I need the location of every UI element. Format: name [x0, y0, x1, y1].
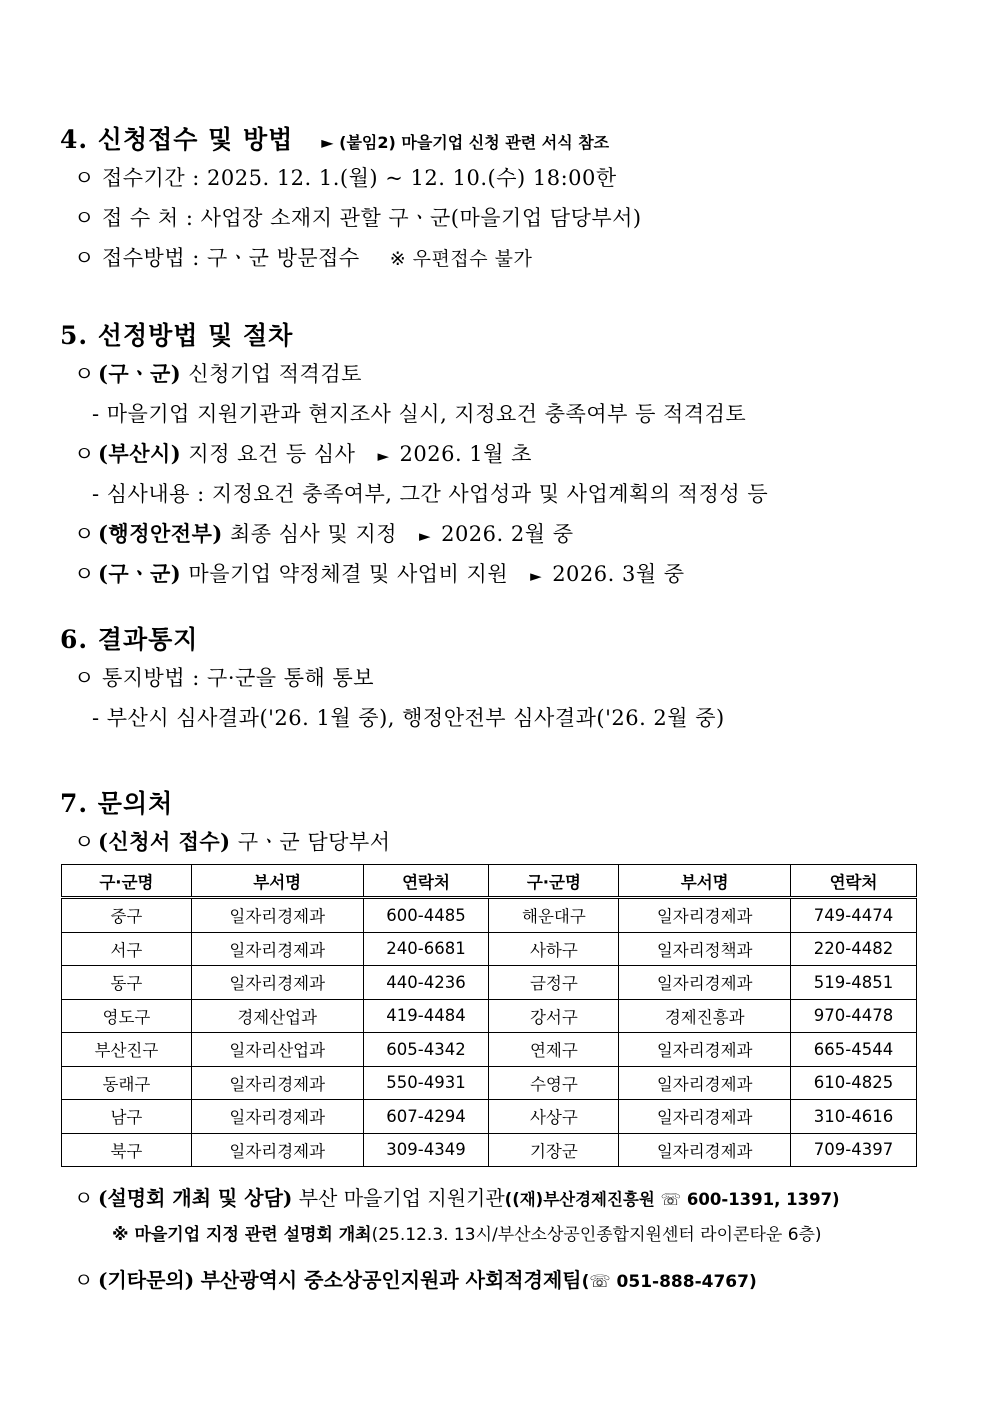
table-cell: 일자리산업과 [191, 1033, 363, 1067]
arrow-icon: ► [377, 447, 390, 465]
table-cell: 709-4397 [791, 1133, 917, 1167]
arrow-icon: ► [530, 567, 543, 585]
table-cell: 일자리경제과 [191, 966, 363, 1000]
table-cell: 일자리경제과 [191, 1100, 363, 1134]
table-cell: 일자리경제과 [619, 898, 791, 933]
step-1-detail: - 마을기업 지원기관과 현지조사 실시, 지정요건 충족여부 등 적격검토 [92, 402, 747, 426]
step-1-text: 신청기업 적격검토 [188, 362, 362, 386]
step-2-label: (부산시) [98, 441, 182, 466]
table-cell: 일자리경제과 [191, 1066, 363, 1100]
table-row [62, 1033, 917, 1067]
table-cell: 605-4342 [363, 1033, 489, 1067]
table-cell: 240-6681 [363, 932, 489, 966]
table-row [62, 999, 917, 1033]
section-5-title: 5. 선정방법 및 절차 [60, 321, 294, 350]
table-cell: 607-4294 [363, 1100, 489, 1134]
receipt-place: ㅇ 접 수 처 : 사업장 소재지 관할 구ㆍ군(마을기업 담당부서) [74, 206, 642, 230]
table-cell: 440-4236 [363, 966, 489, 1000]
table-cell: 665-4544 [791, 1033, 917, 1067]
table-cell: 북구 [62, 1133, 192, 1167]
section-4-heading [60, 120, 609, 156]
table-row [62, 1133, 917, 1167]
step-4: ㅇ (구ㆍ군) 마을기업 약정체결 및 사업비 지원 ► 2026. 3월 중 [74, 561, 685, 586]
receipt-method-text: ㅇ 접수방법 : 구ㆍ군 방문접수 [74, 246, 360, 270]
section-6-title: 6. 결과통지 [60, 625, 199, 654]
receipt-method-note: ※ 우편접수 불가 [389, 248, 533, 270]
table-cell: 970-4478 [791, 999, 917, 1033]
table-cell: 일자리경제과 [619, 1100, 791, 1134]
header-department: 부서명 [619, 865, 791, 898]
step-3-when: 2026. 2월 중 [441, 522, 574, 546]
contact-application: ㅇ (신청서 접수) 구ㆍ군 담당부서 [74, 829, 391, 854]
section-4-title: 4. 신청접수 및 방법 [60, 125, 294, 154]
contact-briefing-text: 부산 마을기업 지원기관 [298, 1186, 505, 1210]
header-department: 부서명 [191, 865, 363, 898]
table-cell: 610-4825 [791, 1066, 917, 1100]
table-row [62, 898, 917, 933]
table-cell: 310-4616 [791, 1100, 917, 1134]
table-cell: 일자리경제과 [619, 1033, 791, 1067]
step-2-text: 지정 요건 등 심사 [188, 442, 356, 466]
table-cell: 사하구 [489, 932, 619, 966]
contact-other: ㅇ (기타문의) 부산광역시 중소상공인지원과 사회적경제팀(☏ 051-888-4767) [74, 1268, 757, 1292]
step-2-detail: - 심사내용 : 지정요건 충족여부, 그간 사업성과 및 사업계획의 적정성 등 [92, 482, 769, 506]
table-header-row [62, 865, 917, 898]
table-cell: 일자리경제과 [619, 1066, 791, 1100]
table-cell: 일자리경제과 [619, 966, 791, 1000]
table-cell: 일자리경제과 [191, 932, 363, 966]
table-cell: 남구 [62, 1100, 192, 1134]
contact-briefing-org: ((재)부산경제진흥원 ☏ 600-1391, 1397) [504, 1190, 840, 1209]
table-cell: 중구 [62, 898, 192, 933]
briefing-notice [112, 1220, 822, 1245]
table-cell: 서구 [62, 932, 192, 966]
table-cell: 수영구 [489, 1066, 619, 1100]
table-cell: 일자리경제과 [191, 898, 363, 933]
table-row [62, 1100, 917, 1134]
table-cell: 동구 [62, 966, 192, 1000]
step-2: ㅇ (부산시) 지정 요건 등 심사 ► 2026. 1월 초 [74, 441, 532, 466]
table-cell: 경제진흥과 [619, 999, 791, 1033]
contact-briefing: ㅇ (설명회 개최 및 상담) 부산 마을기업 지원기관((재)부산경제진흥원 ☏ 600-1391, 1397) [74, 1186, 840, 1210]
table-cell: 일자리경제과 [191, 1133, 363, 1167]
receipt-method [74, 242, 532, 272]
step-2-when: 2026. 1월 초 [399, 442, 532, 466]
step-3-label: (행정안전부) [98, 521, 223, 546]
table-row [62, 1066, 917, 1100]
table-cell: 309-4349 [363, 1133, 489, 1167]
header-district: 구·군명 [489, 865, 619, 898]
table-cell: 사상구 [489, 1100, 619, 1134]
table-cell: 연제구 [489, 1033, 619, 1067]
table-cell: 일자리정책과 [619, 932, 791, 966]
contact-application-text: 구ㆍ군 담당부서 [237, 830, 391, 854]
step-4-when: 2026. 3월 중 [552, 562, 685, 586]
notice-detail: - 부산시 심사결과('26. 1월 중), 행정안전부 심사결과('26. 2월 중) [92, 706, 725, 730]
receipt-period: ㅇ 접수기간 : 2025. 12. 1.(월) ~ 12. 10.(수) 18:00한 [74, 166, 617, 190]
table-cell: 해운대구 [489, 898, 619, 933]
table-cell: 419-4484 [363, 999, 489, 1033]
table-cell: 749-4474 [791, 898, 917, 933]
step-4-label: (구ㆍ군) [98, 561, 182, 586]
step-4-text: 마을기업 약정체결 및 사업비 지원 [188, 562, 509, 586]
step-1-label: (구ㆍ군) [98, 361, 182, 386]
briefing-label: ※ 마을기업 지정 관련 설명회 개최 [112, 1225, 372, 1245]
header-phone: 연락처 [363, 865, 489, 898]
table-cell: 경제산업과 [191, 999, 363, 1033]
table-row [62, 966, 917, 1000]
table-cell: 220-4482 [791, 932, 917, 966]
contact-application-label: (신청서 접수) [98, 829, 231, 854]
contact-other-text: 부산광역시 중소상공인지원과 사회적경제팀 [200, 1268, 582, 1292]
step-3: ㅇ (행정안전부) 최종 심사 및 지정 ► 2026. 2월 중 [74, 521, 574, 546]
section-7-title: 7. 문의처 [60, 789, 174, 818]
table-cell: 금정구 [489, 966, 619, 1000]
table-cell: 부산진구 [62, 1033, 192, 1067]
header-district: 구·군명 [62, 865, 192, 898]
step-3-text: 최종 심사 및 지정 [230, 522, 398, 546]
table-cell: 기장군 [489, 1133, 619, 1167]
section-4-note: ► (붙임2) 마을기업 신청 관련 서식 참조 [321, 133, 610, 152]
contact-table [61, 864, 917, 1167]
table-cell: 동래구 [62, 1066, 192, 1100]
arrow-icon: ► [419, 527, 432, 545]
table-cell: 일자리경제과 [619, 1133, 791, 1167]
contact-other-phone: (☏ 051-888-4767) [581, 1272, 757, 1292]
table-cell: 600-4485 [363, 898, 489, 933]
header-phone: 연락처 [791, 865, 917, 898]
table-cell: 강서구 [489, 999, 619, 1033]
table-row [62, 932, 917, 966]
contact-briefing-label: (설명회 개최 및 상담) [98, 1186, 293, 1210]
step-1: ㅇ (구ㆍ군) 신청기업 적격검토 [74, 361, 362, 386]
contact-other-label: (기타문의) [98, 1268, 195, 1292]
table-cell: 550-4931 [363, 1066, 489, 1100]
table-cell: 519-4851 [791, 966, 917, 1000]
notice-method: ㅇ 통지방법 : 구·군을 통해 통보 [74, 666, 375, 690]
table-cell: 영도구 [62, 999, 192, 1033]
briefing-detail: (25.12.3. 13시/부산소상공인종합지원센터 라이콘타운 6층) [371, 1225, 822, 1245]
